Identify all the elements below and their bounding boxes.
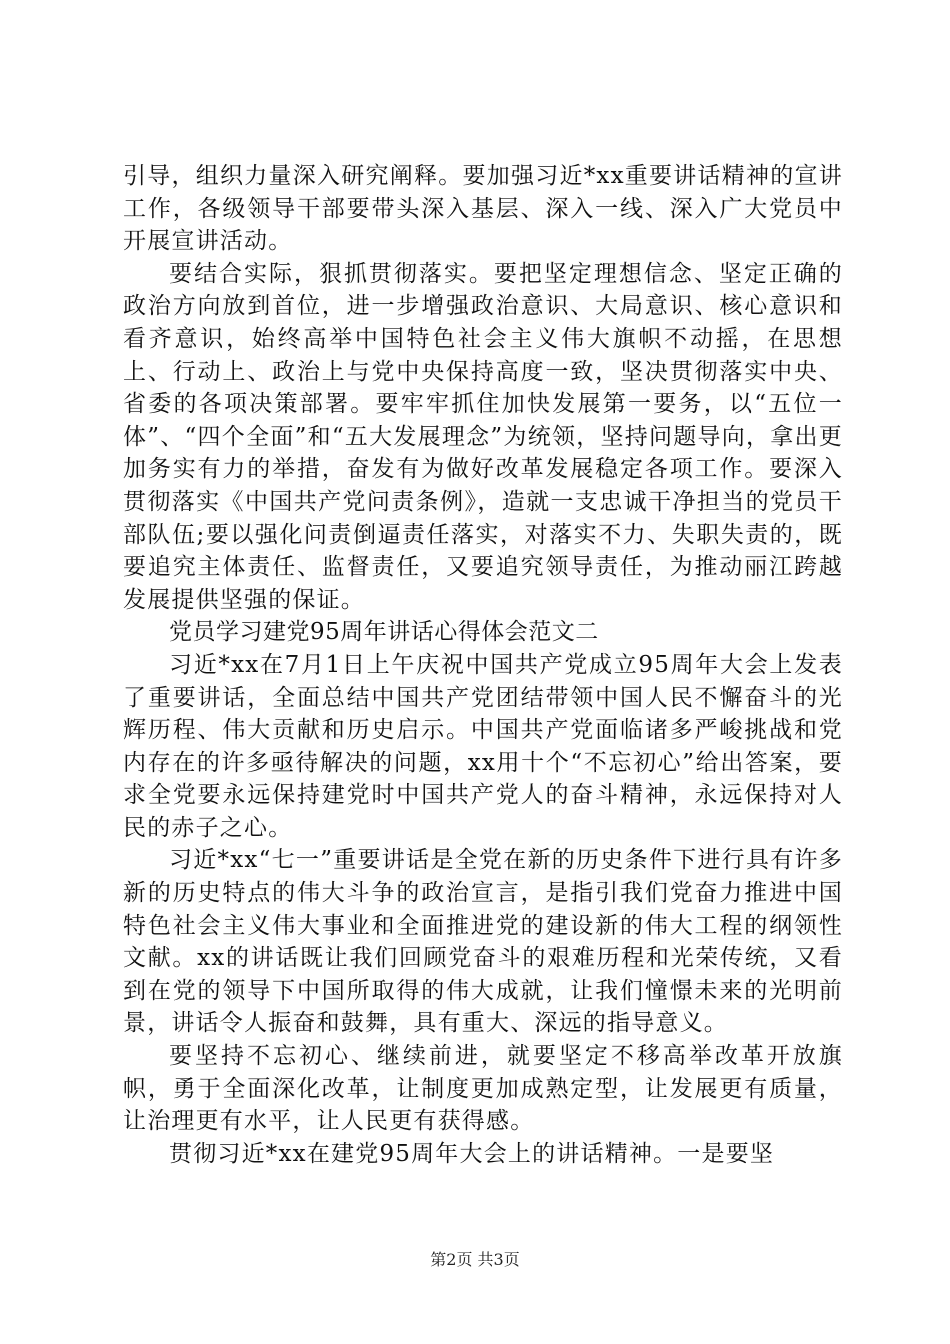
paragraph: 习近*xx在7月1日上午庆祝中国共产党成立95周年大会上发表了重要讲话，全面总结中国共产党团结带领中国人民不懈奋斗的光辉历程、伟大贡献和历史启示。中国共产党面临诸多严峻挑战和党内存在的许多亟待解决的问题，xx用十个“不忘初心”给出答案，要求全党要永远保持建党时中国共产党人的奋斗精神，永远保持对人民的赤子之心。 [123,651,843,841]
paragraph: 习近*xx“七一”重要讲话是全党在新的历史条件下进行具有许多新的历史特点的伟大斗争的政治宣言，是指引我们党奋力推进中国特色社会主义伟大事业和全面推进党的建设新的伟大工程的纲领性文献。xx的讲话既让我们回顾党奋斗的艰难历程和光荣传统，又看到在党的领导下中国所取得的伟大成就，让我们憧憬未来的光明前景，讲话令人振奋和鼓舞，具有重大、深远的指导意义。 [123,847,843,1037]
section-heading: 党员学习建党95周年讲话心得体会范文二 [169,619,599,646]
document-body [123,160,843,1170]
paragraph: 要结合实际，狠抓贯彻落实。要把坚定理想信念、坚定正确的政治方向放到首位，进一步增强政治意识、大局意识、核心意识和看齐意识，始终高举中国特色社会主义伟大旗帜不动摇，在思想上、行动上、政治上与党中央保持高度一致，坚决贯彻落实中央、省委的各项决策部署。要牢牢抓住加快发展第一要务，以“五位一体”、“四个全面”和“五大发展理念”为统领，坚持问题导向，拿出更加务实有力的举措，奋发有为做好改革发展稳定各项工作。要深入贯彻落实《中国共产党问责条例》，造就一支忠诚干净担当的党员干部队伍;要以强化问责倒逼责任落实，对落实不力、失职失责的，既要追究主体责任、监督责任，又要追究领导责任，为推动丽江跨越发展提供坚强的保证。 [123,260,843,613]
paragraph: 贯彻习近*xx在建党95周年大会上的讲话精神。一是要坚 [169,1140,775,1167]
paragraph-continuation: 引导，组织力量深入研究阐释。要加强习近*xx重要讲话精神的宣讲工作，各级领导干部要带头深入基层、深入一线、深入广大党员中开展宣讲活动。 [123,163,843,255]
paragraph: 要坚持不忘初心、继续前进，就要坚定不移高举改革开放旗帜，勇于全面深化改革，让制度更加成熟定型，让发展更有质量，让治理更有水平，让人民更有获得感。 [123,1043,843,1135]
page-number-footer: 第2页 共3页 [430,1250,520,1269]
